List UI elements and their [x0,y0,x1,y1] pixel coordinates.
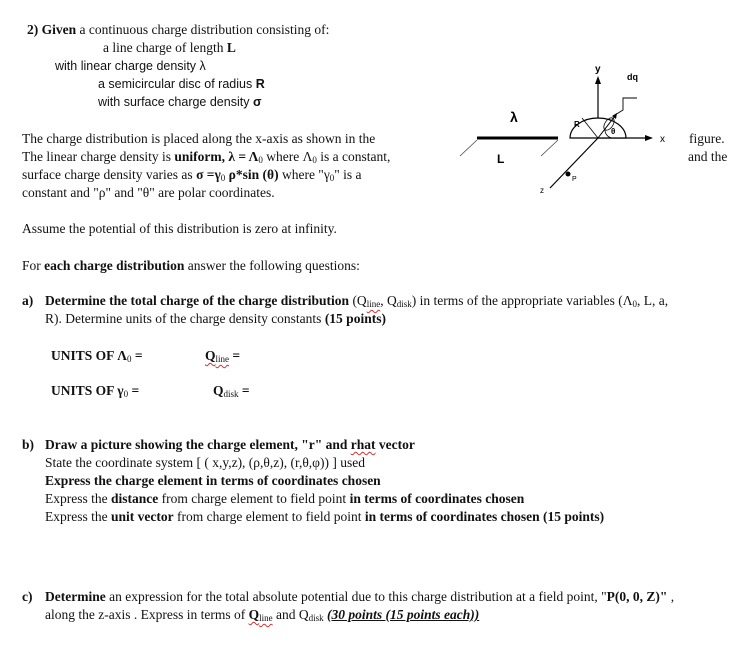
instructions-text: For each charge distribution answer the following questions: [22,258,360,273]
part-b-line-1: Draw a picture showing the charge element, "r" and rhat vector [45,437,415,452]
desc-line-1-tail: figure. [689,131,725,146]
assume-text: Assume the potential of this distribution is zero at infinity. [22,221,337,236]
units-gamma: UNITS OF $\gamma_0$ = [51,383,140,399]
x-axis-arrow-icon [645,135,653,141]
dq-callout [615,98,637,115]
q-disk-field: $Q_{disk}$ = [213,383,250,399]
item-disc: a semicircular disc of radius R [98,77,265,91]
desc-line-2: The linear charge density is uniform, $\lambda = \Lambda_0$ where $\Lambda_0$ is a constant, [22,149,391,165]
part-a-line-2: R). Determine units of the charge density constants (15 points) [45,311,386,326]
dq-label: dq [627,72,638,82]
radius-label: R [574,120,580,129]
charge-distribution-figure [455,60,695,210]
y-axis-arrow-icon [595,76,601,84]
x-axis-label: x [660,134,665,145]
length-label: L [497,152,505,166]
lambda-label: λ [510,109,518,125]
part-a-label: a) [22,293,34,308]
desc-line-3: surface charge density varies as $\sigma =\gamma_0$ ρ*sin (θ) where "$\gamma_0$" is a [22,167,362,183]
part-c-label: c) [22,589,33,604]
line-charge-dim-right [541,140,558,156]
part-b-line-3: Express the charge element in terms of coordinates chosen [45,473,381,488]
item-surface-density: with surface charge density σ [98,95,262,109]
z-axis-label: z [540,186,544,195]
item-linear-density: with linear charge density λ [55,59,206,73]
part-b-line-5: Express the unit vector from charge element to field point in terms of coordinates chosen (15 points) [45,509,605,524]
line-charge-dim-left [460,140,477,156]
part-b-label: b) [22,437,35,452]
field-point-label: P [572,176,577,183]
part-c-line-1: Determine an expression for the total absolute potential due to this charge distribution at a field point, "P(0, 0, Z)" , [45,589,675,604]
part-b-line-2: State the coordinate system [ ( x,y,z), (ρ,θ,z), (r,θ,φ)) ] used [45,455,365,470]
part-b-line-4: Express the distance from charge element to field point in terms of coordinates chosen [45,491,525,506]
item-line-charge: a line charge of length L [103,40,236,55]
theta-label: θ [611,127,616,136]
part-a-line-1: Determine the total charge of the charge distribution ($Q_{line}$, $Q_{disk}$) in terms of the appropriate variables ($\Lambda_0$, L, a, [45,293,669,309]
problem-title: 2) Given a continuous charge distribution consisting of: [27,22,330,37]
q-line-field: $Q_{line}$ = [205,348,241,364]
desc-line-4: constant and "ρ" and "θ" are polar coordinates. [22,185,275,200]
units-lambda: UNITS OF $\Lambda_0$ = [51,348,143,364]
part-c-line-2: along the z-axis . Express in terms of $Q_{line}$ and $Q_{disk}$ (30 points (15 points each)) [45,607,480,623]
y-axis-label: y [595,64,601,75]
desc-line-1: The charge distribution is placed along the x-axis as shown in the [22,131,376,146]
desc-line-2-tail: and the [688,149,728,164]
field-point-p [566,172,571,177]
